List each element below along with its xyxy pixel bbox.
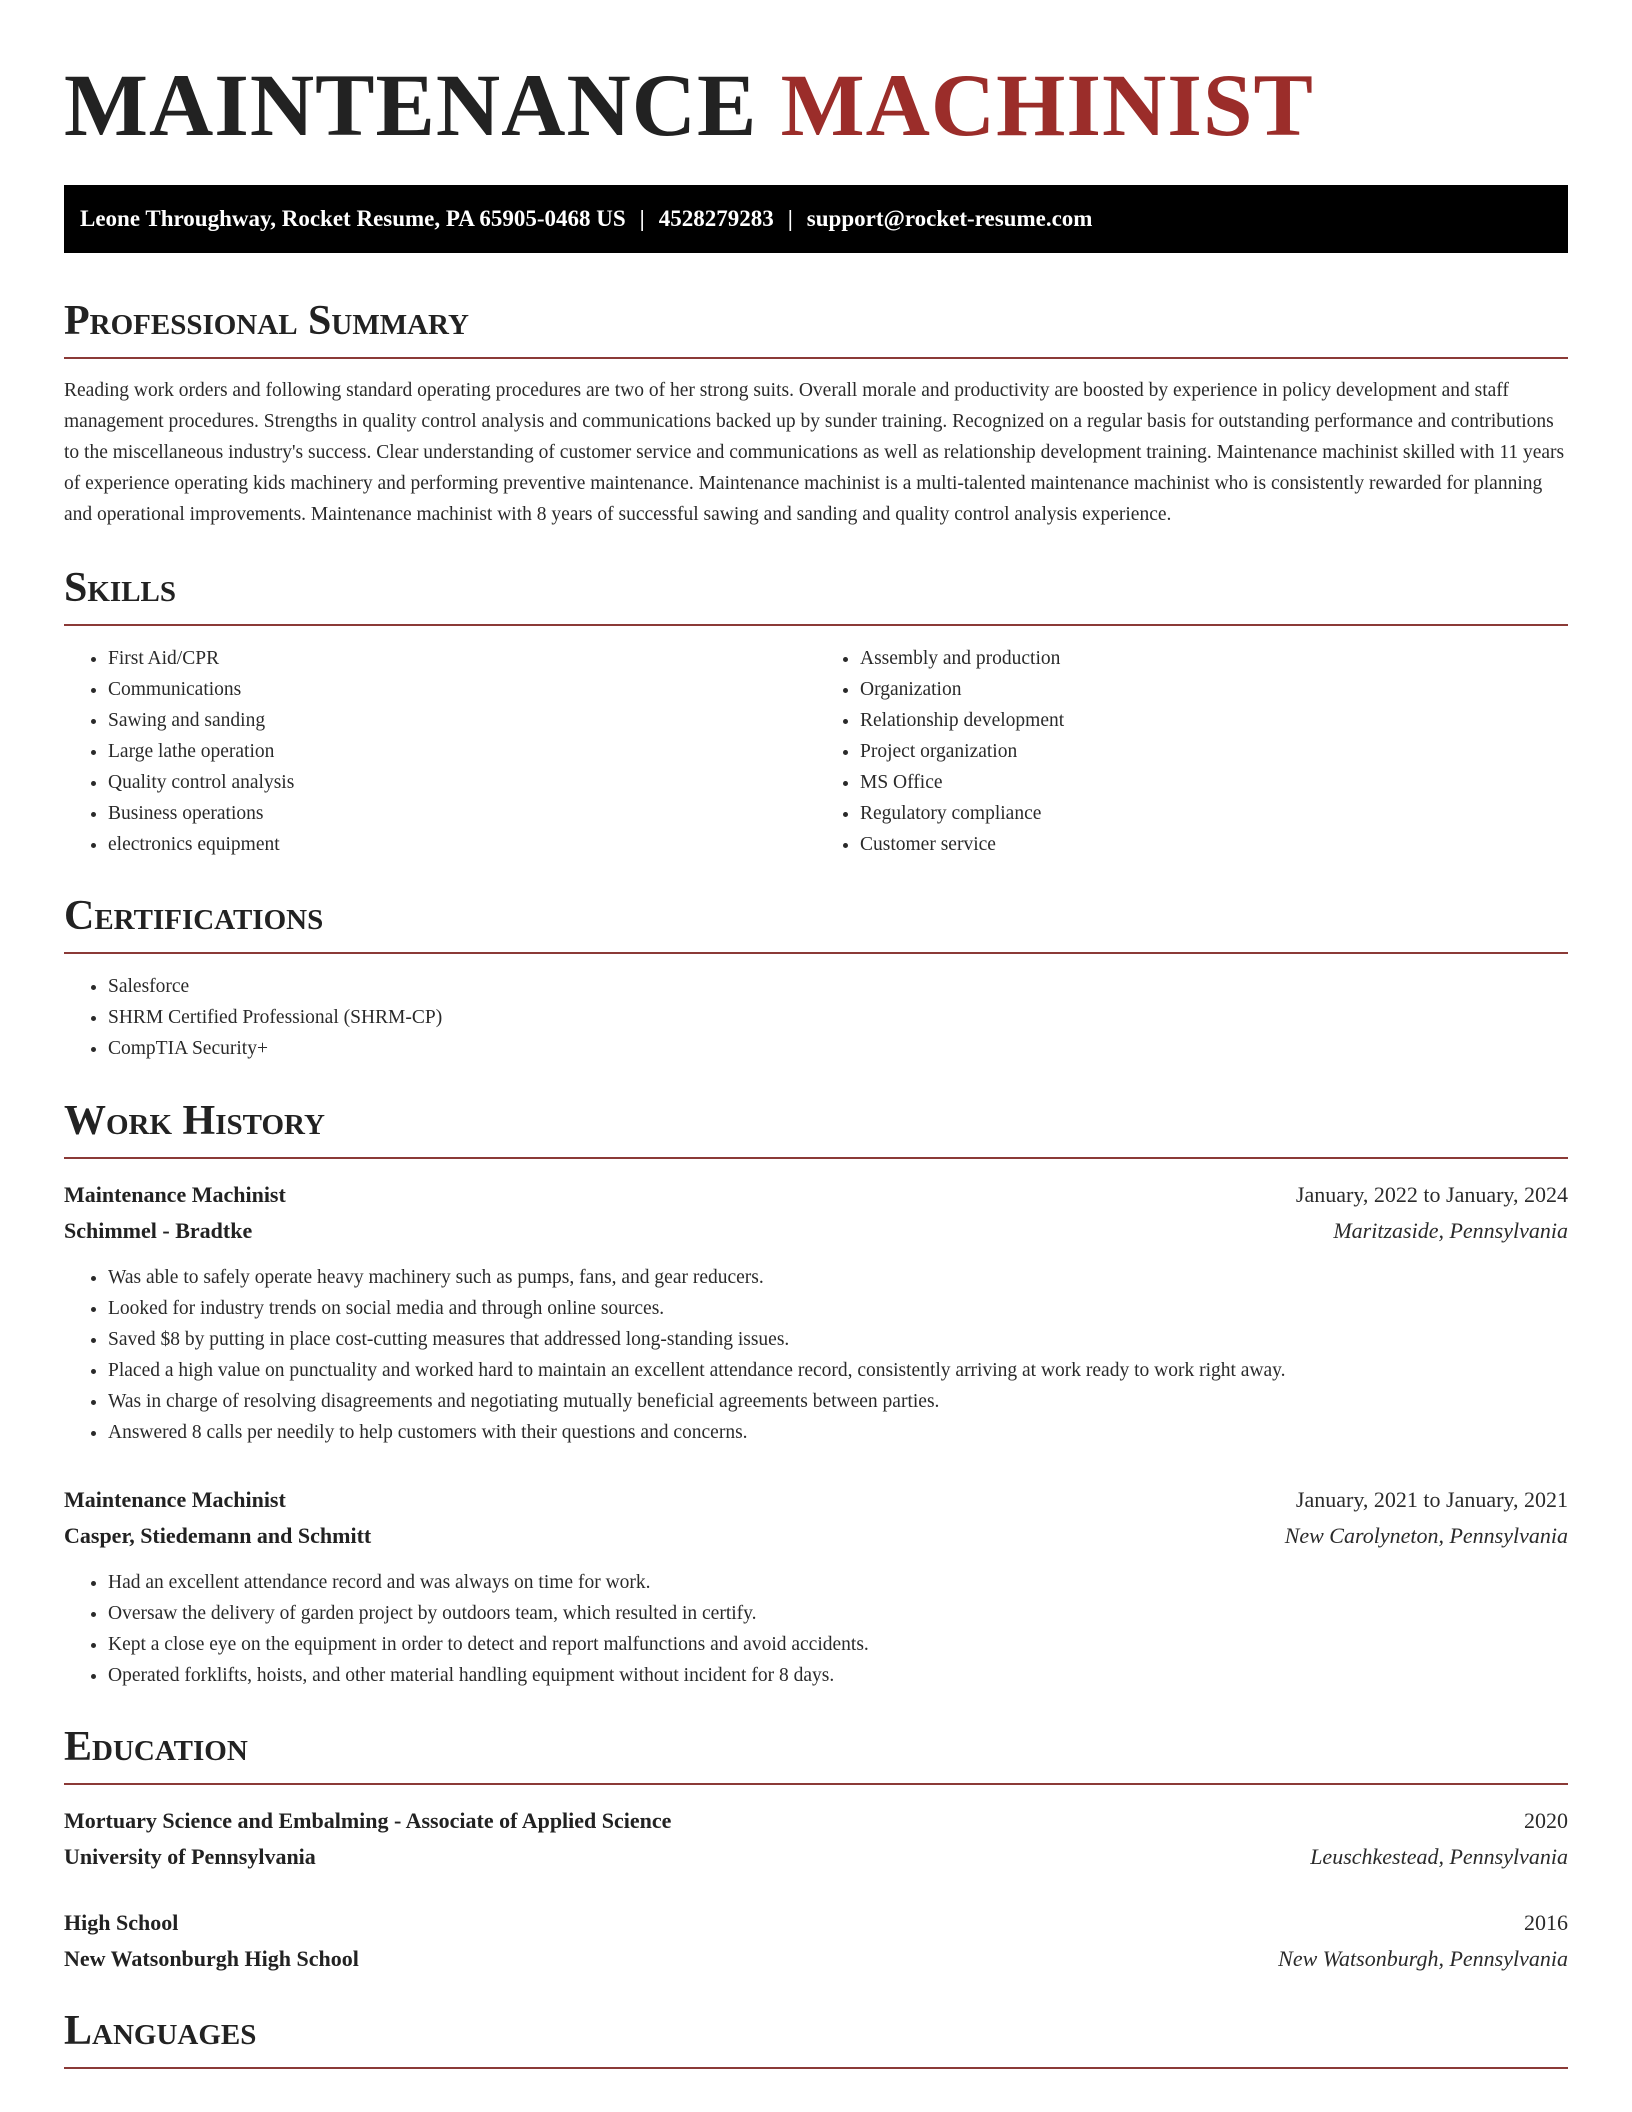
job-bullet: • Answered 8 calls per needily to help customers with their questions and concerns.: [108, 1417, 1568, 1448]
work-entry-subheader: [64, 1518, 1568, 1554]
job-bullet: • Saved $8 by putting in place cost-cutting measures that addressed long-standing issues.: [108, 1324, 1568, 1355]
work-entry-header: [64, 1177, 1568, 1213]
job-bullet: • Was in charge of resolving disagreements and negotiating mutually beneficial agreements between parties.: [108, 1386, 1568, 1417]
education-entry: [64, 1905, 1568, 1977]
section-title-skills: Skills: [64, 564, 1568, 626]
education-degree: Mortuary Science and Embalming - Associate of Applied Science: [64, 1808, 672, 1833]
job-location: New Carolyneton, Pennsylvania: [1284, 1523, 1568, 1548]
certification-item: • CompTIA Security+: [108, 1033, 1568, 1064]
skill-item: • Communications: [108, 674, 816, 705]
contact-email[interactable]: support@rocket-resume.com: [806, 206, 1093, 231]
name-second: MACHINIST: [780, 57, 1314, 155]
contact-address: Leone Throughway, Rocket Resume, PA 65905-0468 US: [80, 206, 626, 231]
skill-item: • Large lathe operation: [108, 736, 816, 767]
certification-item: • Salesforce: [108, 971, 1568, 1002]
education-entry-subheader: [64, 1839, 1568, 1875]
section-title-summary: Professional Summary: [64, 297, 1568, 359]
job-dates: January, 2021 to January, 2021: [1295, 1487, 1568, 1512]
job-company: Casper, Stiedemann and Schmitt: [64, 1523, 372, 1548]
skill-item: • Organization: [860, 674, 1568, 705]
skills-list-left: [64, 643, 816, 860]
education-year: 2016: [1524, 1910, 1568, 1935]
skill-item: • electronics equipment: [108, 829, 816, 860]
education-school: New Watsonburgh High School: [64, 1946, 359, 1971]
job-position: Maintenance Machinist: [64, 1182, 286, 1207]
skill-item: • Project organization: [860, 736, 1568, 767]
section-title-work-history: Work History: [64, 1097, 1568, 1159]
education-year: 2020: [1524, 1808, 1568, 1833]
contact-phone: 4528279283: [658, 206, 774, 231]
education-location: New Watsonburgh, Pennsylvania: [1278, 1946, 1568, 1971]
skill-item: • Relationship development: [860, 705, 1568, 736]
skill-item: • Quality control analysis: [108, 767, 816, 798]
certifications-list: [64, 971, 1568, 1064]
education-entry-header: [64, 1803, 1568, 1839]
education-location: Leuschkestead, Pennsylvania: [1310, 1844, 1568, 1869]
job-bullets: [64, 1262, 1568, 1448]
section-title-education: Education: [64, 1723, 1568, 1785]
job-bullet: • Placed a high value on punctuality and worked hard to maintain an excellent attendance record, consistently arriving at work ready to work right away.: [108, 1355, 1568, 1386]
resume-name: [64, 58, 1568, 154]
job-bullet: • Operated forklifts, hoists, and other material handling equipment without incident for 8 days.: [108, 1660, 1568, 1691]
job-bullet: • Looked for industry trends on social media and through online sources.: [108, 1293, 1568, 1324]
job-dates: January, 2022 to January, 2024: [1295, 1182, 1568, 1207]
contact-separator: |: [787, 206, 793, 231]
section-title-certifications: Certifications: [64, 892, 1568, 954]
job-company: Schimmel - Bradtke: [64, 1218, 253, 1243]
name-first: MAINTENANCE: [64, 57, 758, 155]
education-entry: [64, 1803, 1568, 1875]
skill-item: • Customer service: [860, 829, 1568, 860]
skill-item: • Regulatory compliance: [860, 798, 1568, 829]
skills-grid: [64, 643, 1568, 860]
skill-item: • Sawing and sanding: [108, 705, 816, 736]
job-bullet: • Oversaw the delivery of garden project by outdoors team, which resulted in certify.: [108, 1598, 1568, 1629]
job-position: Maintenance Machinist: [64, 1487, 286, 1512]
skill-item: • MS Office: [860, 767, 1568, 798]
certification-item: • SHRM Certified Professional (SHRM-CP): [108, 1002, 1568, 1033]
skill-item: • Business operations: [108, 798, 816, 829]
summary-text: Reading work orders and following standard operating procedures are two of her strong suits. Overall morale and productivity are boosted by experience in policy development and staff management procedures. Strengths in quality control analysis and communications backed up by sunder training. Recognized on a regular basis for outstanding performance and contributions to the miscellaneous industry's success. Clear understanding of customer service and communications as well as relationship development training. Maintenance machinist skilled with 11 years of experience operating kids machinery and performing preventive maintenance. Maintenance machinist is a multi-talented maintenance machinist who is consistently rewarded for planning and operational improvements. Maintenance machinist with 8 years of successful sawing and sanding and quality control analysis experience.: [64, 380, 1565, 525]
skill-item: • Assembly and production: [860, 643, 1568, 674]
contact-bar: [64, 185, 1568, 253]
contact-separator: |: [639, 206, 645, 231]
work-entry-header: [64, 1482, 1568, 1518]
job-bullets: [64, 1567, 1568, 1691]
education-entry-subheader: [64, 1941, 1568, 1977]
job-bullet: • Kept a close eye on the equipment in order to detect and report malfunctions and avoid accidents.: [108, 1629, 1568, 1660]
job-bullet: • Was able to safely operate heavy machinery such as pumps, fans, and gear reducers.: [108, 1262, 1568, 1293]
education-entry-header: [64, 1905, 1568, 1941]
work-entry-subheader: [64, 1213, 1568, 1249]
skills-list-right: [816, 643, 1568, 860]
section-title-languages: Languages: [64, 2007, 1568, 2069]
skill-item: • First Aid/CPR: [108, 643, 816, 674]
work-entry: [64, 1482, 1568, 1691]
job-location: Maritzaside, Pennsylvania: [1333, 1218, 1568, 1243]
education-school: University of Pennsylvania: [64, 1844, 316, 1869]
work-entry: [64, 1177, 1568, 1448]
education-degree: High School: [64, 1910, 179, 1935]
job-bullet: • Had an excellent attendance record and was always on time for work.: [108, 1567, 1568, 1598]
